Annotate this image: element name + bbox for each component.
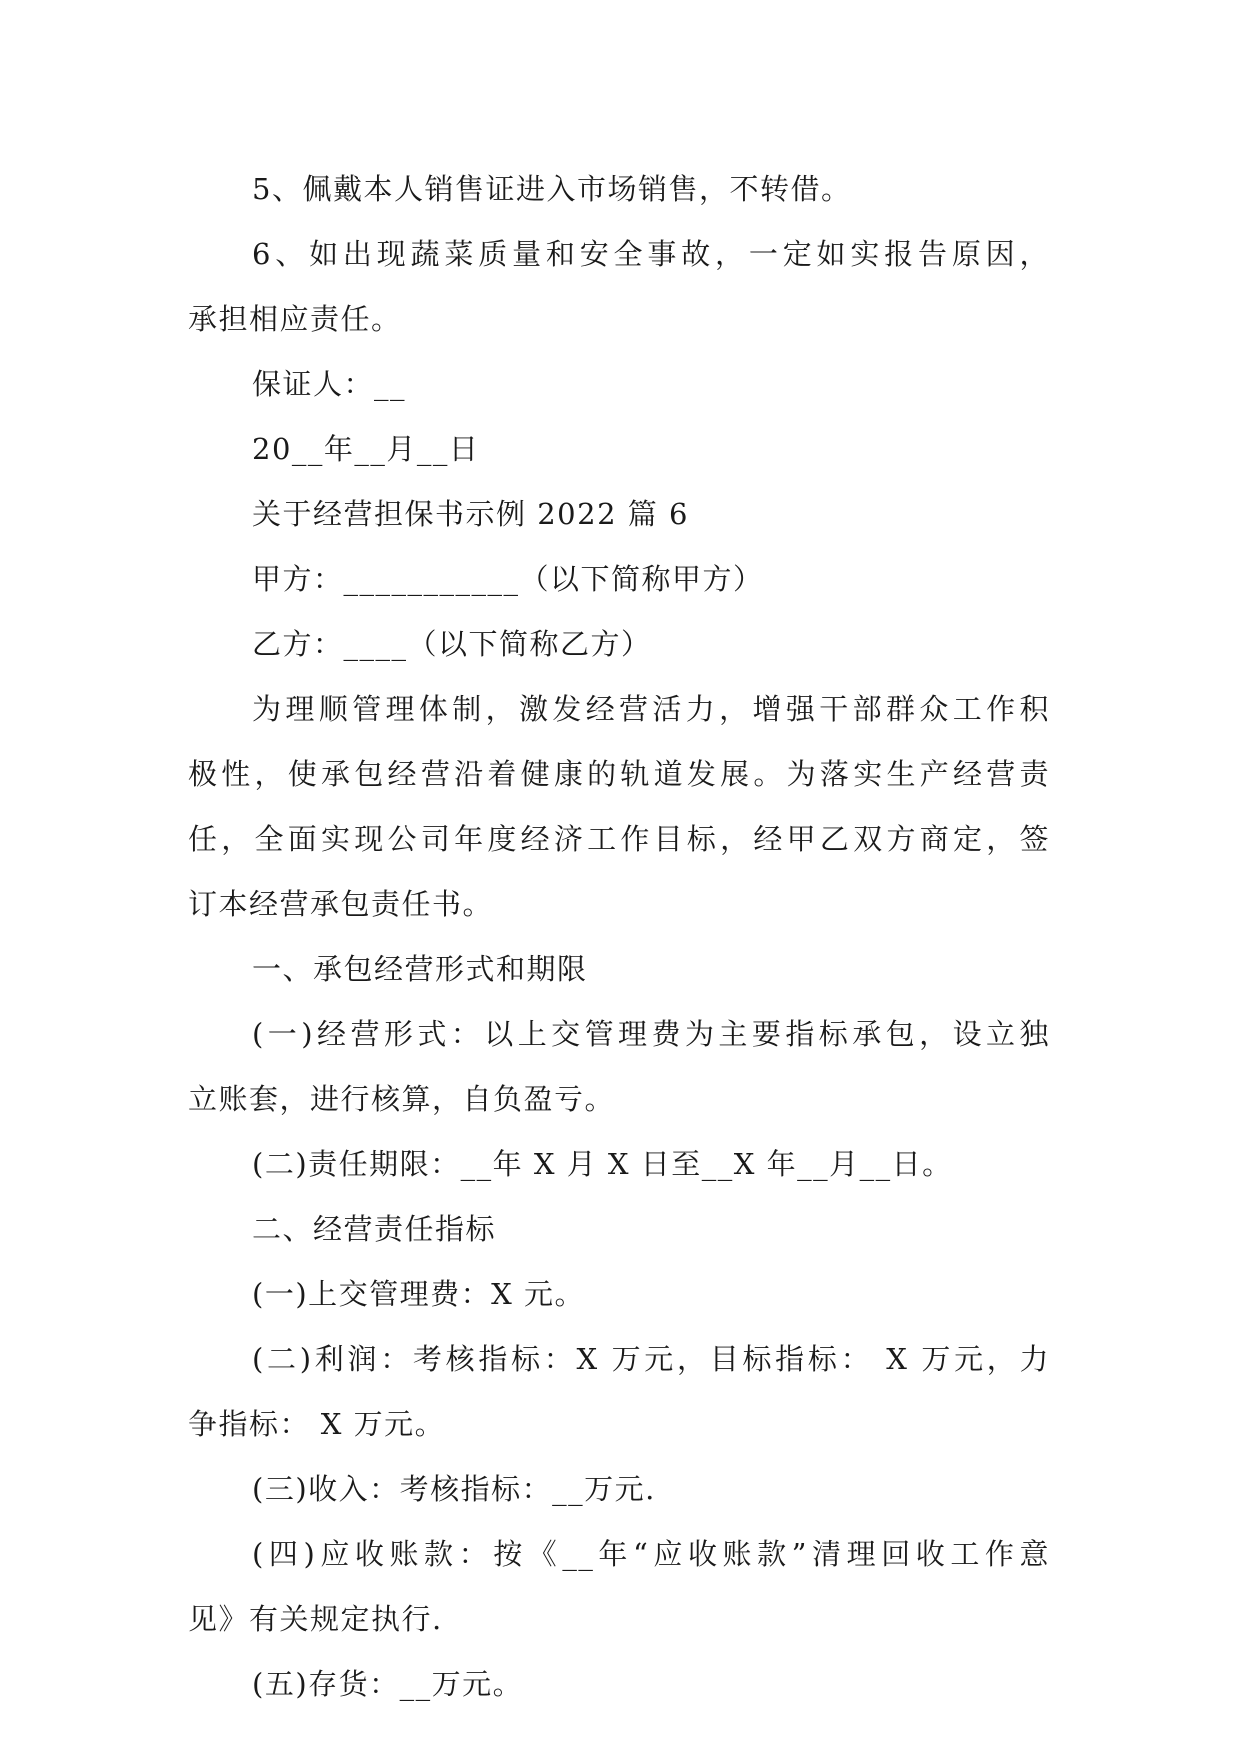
text-line: (一)上交管理费：X 元。 [252,1277,585,1311]
text-line: (五)存货：__万元。 [252,1667,524,1701]
text-line: 立账套，进行核算，自负盈亏。 [188,1082,616,1116]
section-heading: 二、经营责任指标 [252,1212,497,1246]
text-line: 争指标： X 万元。 [188,1407,446,1441]
party-a-line: 甲方：___________（以下简称甲方） [252,562,764,596]
document-body [188,157,1050,1717]
section-heading: 关于经营担保书示例 2022 篇 6 [252,497,689,531]
text-line: 极性，使承包经营沿着健康的轨道发展。为落实生产经营责 [188,757,1050,791]
text-line: 任，全面实现公司年度经济工作目标，经甲乙双方商定，签 [188,822,1050,856]
text-line: (一)经营形式：以上交管理费为主要指标承包，设立独 [252,1017,1050,1051]
text-line: (三)收入：考核指标：__万元. [252,1472,656,1506]
text-line: 订本经营承包责任书。 [188,887,494,921]
text-line: 为理顺管理体制，激发经营活力，增强干部群众工作积 [252,692,1050,726]
text-line: 6、如出现蔬菜质量和安全事故，一定如实报告原因， [252,237,1050,271]
text-line: (二)责任期限：__年 X 月 X 日至__X 年__月__日。 [252,1147,953,1181]
guarantor-line: 保证人：__ [252,367,407,401]
section-heading: 一、承包经营形式和期限 [252,952,588,986]
text-line: 承担相应责任。 [188,302,402,336]
text-line: (四)应收账款：按《__年“应收账款”清理回收工作意 [252,1537,1050,1571]
party-b-line: 乙方：____（以下简称乙方） [252,627,652,661]
date-line: 20__年__月__日 [252,432,480,466]
text-line: (二)利润：考核指标：X 万元，目标指标： X 万元，力 [252,1342,1050,1376]
text-line: 5、佩戴本人销售证进入市场销售，不转借。 [252,172,852,206]
text-line: 见》有关规定执行. [188,1602,443,1636]
